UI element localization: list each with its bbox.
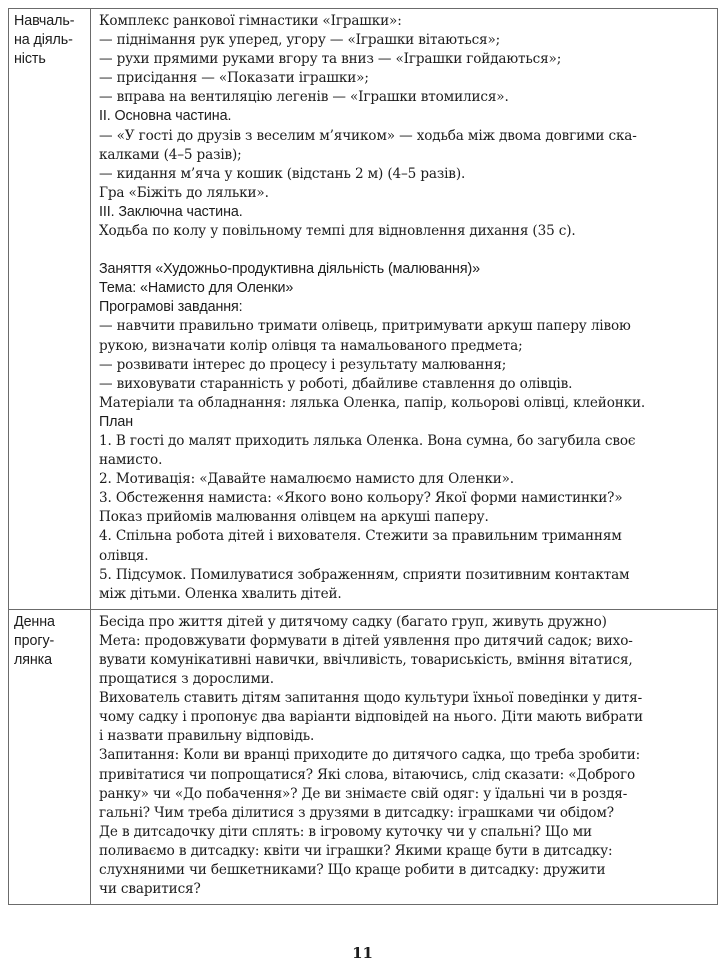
text-line: слухняними чи бешкетниками? Що краще робити в дитсадку: дружити bbox=[99, 862, 606, 879]
text-line: — розвивати інтерес до процесу і результату малювання; bbox=[99, 356, 507, 373]
text-line: Матеріали та обладнання: лялька Оленка, папір, кольорові олівці, клейонки. bbox=[99, 394, 646, 411]
text-line: — «У гості до друзів з веселим м’ячиком» — ходьба між двома довгими ска- bbox=[99, 127, 637, 144]
text-line: 3. Обстеження намиста: «Якого воно кольору? Якої форми намистинки?» bbox=[99, 490, 623, 507]
text-line: Заняття «Художньо-продуктивна діяльність (малювання)» bbox=[99, 261, 480, 278]
text-line: і назвати правильну відповідь. bbox=[99, 728, 315, 745]
section-content-cell bbox=[91, 9, 718, 610]
text-line: вувати комунікативні навички, ввічливість, товариськість, вміння вітатися, bbox=[99, 652, 633, 668]
text-line: між дітьми. Оленка хвалить дітей. bbox=[99, 585, 342, 602]
text-line: — навчити правильно тримати олівець, притримувати аркуш паперу лівою bbox=[99, 318, 631, 335]
section-label-line: лянка bbox=[14, 652, 52, 668]
text-line: Показ прийомів малювання олівцем на аркуші паперу. bbox=[99, 509, 489, 526]
text-line: 4. Спільна робота дітей і вихователя. Стежити за правильним триманням bbox=[99, 528, 622, 545]
text-line: рукою, визначати колір олівця та намальованого предмета; bbox=[99, 337, 523, 354]
text-line: 1. В гості до малят приходить лялька Оленка. Вона сумна, бо загубила своє bbox=[99, 432, 636, 449]
text-line: чи сваритися? bbox=[99, 881, 201, 898]
text-line: ранку» чи «До побачення»? Де ви знімаєте свій одяг: у їдальні чи в роздя- bbox=[99, 785, 628, 802]
text-line: — рухи прямими руками вгору та вниз — «Іграшки гойдаються»; bbox=[99, 51, 562, 68]
text-line: — піднімання рук уперед, угору — «Іграшки вітаються»; bbox=[99, 32, 501, 49]
text-line: чому садку і пропонує два варіанти відповідей на нього. Діти мають вибрати bbox=[99, 709, 643, 726]
section-label-line: ність bbox=[14, 51, 46, 68]
text-line: II. Основна частина. bbox=[99, 108, 232, 125]
paragraph-gap bbox=[99, 241, 711, 260]
text-line: 5. Підсумок. Помилуватися зображенням, сприяти позитивним контактам bbox=[99, 566, 630, 583]
text-line: — присідання — «Показати іграшки»; bbox=[99, 70, 369, 87]
text-line: Запитання: Коли ви вранці приходите до дитячого садка, що треба зробити: bbox=[99, 747, 641, 764]
text-line: Бесіда про життя дітей у дитячому садку (багато груп, живуть дружно) bbox=[99, 613, 607, 630]
text-line: III. Заключна частина. bbox=[99, 203, 243, 220]
text-line: Програмові завдання: bbox=[99, 299, 243, 316]
text-line: План bbox=[99, 413, 134, 430]
text-line: — вправа на вентиляцію легенів — «Іграшки втомилися». bbox=[99, 89, 509, 106]
text-line: прощатися з дорослими. bbox=[99, 671, 274, 688]
text-line: 2. Мотивація: «Давайте намалюємо намисто для Оленки». bbox=[99, 471, 514, 488]
table-row bbox=[9, 609, 718, 904]
text-line: Де в дитсадочку діти сплять: в ігровому куточку чи у спальні? Що ми bbox=[99, 823, 592, 840]
section-label-cell bbox=[9, 9, 91, 610]
text-line: Ходьба по колу у повільному темпі для відновлення дихання (35 с). bbox=[99, 223, 576, 240]
section-label-line: прогу- bbox=[14, 632, 55, 649]
section-label-line: Денна bbox=[14, 613, 55, 630]
text-line: Тема: «Намисто для Оленки» bbox=[99, 280, 294, 297]
section-label-line: на діяль- bbox=[14, 32, 73, 49]
text-line: — кидання м’яча у кошик (відстань 2 м) (4–5 разів). bbox=[99, 165, 466, 182]
text-line: Мета: продовжувати формувати в дітей уявлення про дитячий садок; вихо- bbox=[99, 632, 633, 649]
page-number: 11 bbox=[352, 944, 373, 962]
lesson-plan-table bbox=[8, 8, 718, 905]
section-label-cell bbox=[9, 609, 91, 904]
text-line: Вихователь ставить дітям запитання щодо культури їхньої поведінки у дитя- bbox=[99, 690, 643, 707]
text-line: поливаємо в дитсадку: квіти чи іграшки? Якими краще бути в дитсадку: bbox=[99, 842, 613, 859]
section-label-line: Навчаль- bbox=[14, 13, 75, 29]
text-line: привітатися чи попрощатися? Які слова, вітаючись, слід сказати: «Доброго bbox=[99, 766, 635, 783]
table-row bbox=[9, 9, 718, 610]
text-line: намисто. bbox=[99, 452, 163, 469]
text-line: Гра «Біжіть до ляльки». bbox=[99, 184, 269, 201]
section-content-cell bbox=[91, 609, 718, 904]
text-line: гальні? Чим треба ділитися з друзями в дитсадку: іграшками чи обідом? bbox=[99, 804, 614, 821]
text-line: олівця. bbox=[99, 547, 149, 564]
text-line: калками (4–5 разів); bbox=[99, 146, 242, 163]
text-line: — виховувати старанність у роботі, дбайливе ставлення до олівців. bbox=[99, 375, 573, 392]
text-line: Комплекс ранкової гімнастики «Іграшки»: bbox=[99, 13, 402, 29]
